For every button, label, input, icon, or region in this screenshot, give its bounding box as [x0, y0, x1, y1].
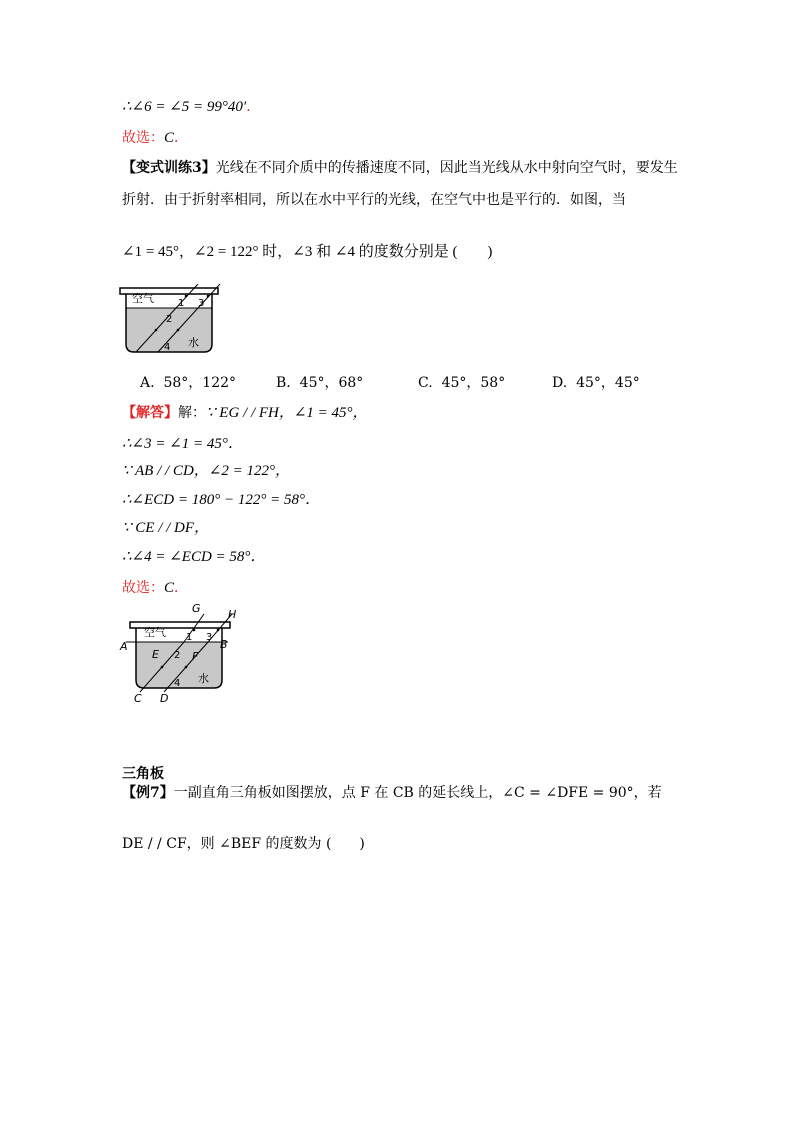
angle-4-label-2: 4 [174, 678, 181, 689]
angle-4-label: 4 [164, 342, 171, 353]
answer-value: C [164, 130, 175, 146]
answer-prefix: 故选： [122, 130, 164, 146]
solution-step-2: ∴∠3 = ∠1 = 45°． [122, 436, 243, 452]
choice-c[interactable]: C. 45°，58° [418, 375, 506, 391]
solution-line-5 [122, 518, 209, 538]
answer-value-2: C [164, 580, 175, 596]
point-e-label: E [152, 648, 159, 661]
solution-label: 【解答】 [122, 405, 178, 421]
variant-line-2 [122, 190, 626, 210]
choice-list [140, 372, 700, 394]
water-label-2: 水 [198, 672, 209, 685]
example-line-2 [122, 834, 365, 854]
choice-b[interactable]: B. 45°，68° [276, 375, 364, 391]
point-g-label: G [192, 602, 201, 615]
variant-line-1 [122, 158, 678, 178]
solution-step-3: ∵ AB / / CD，∠2 = 122°， [122, 463, 290, 479]
section-heading: 三角板 [122, 766, 164, 782]
angle-2-label: 2 [166, 314, 173, 325]
point-d-label: D [160, 692, 169, 705]
angle-1-label-2: 1 [186, 632, 193, 643]
angle-1-label: 1 [178, 298, 185, 309]
conclusion-line [122, 97, 260, 117]
example-line-1 [122, 783, 662, 803]
answer-line-1: 故选：C． [122, 130, 189, 146]
choice-d[interactable]: D. 45°，45° [552, 375, 640, 391]
angle-3-label: 3 [198, 298, 205, 309]
point-h-label: H [228, 608, 237, 621]
solution-step-5: ∵ CE / / DF， [122, 520, 210, 536]
point-c-label: C [134, 692, 142, 705]
example-text-1: 一副直角三角板如图摆放，点 F 在 CB 的延长线上，∠C = ∠DFE = 90°，若 [173, 785, 662, 801]
solution-header [122, 403, 368, 423]
solution-step-6: ∴∠4 = ∠ECD = 58°． [122, 549, 266, 565]
solution-line-2 [122, 434, 243, 454]
answer-line-2: 故选：C． [122, 580, 189, 596]
solution-line-3 [122, 461, 290, 481]
variant-label: 【变式训练3】 [122, 160, 216, 176]
variant-line-3 [122, 242, 492, 262]
choice-a[interactable]: A. 58°，122° [140, 375, 237, 391]
refraction-figure-1 [118, 284, 228, 358]
solution-line-6 [122, 547, 265, 567]
conclusion-formula: ∴∠6 = ∠5 = 99°40′ [122, 99, 247, 115]
variant-text-3: ∠1 = 45°，∠2 = 122° 时，∠3 和 ∠4 的度数分别是 ( ) [122, 244, 493, 260]
variant-text-2: 折射．由于折射率相同，所以在水中平行的光线，在空气中也是平行的．如图，当 [122, 192, 626, 208]
solution-line-4 [122, 490, 320, 510]
angle-2-label-2: 2 [174, 650, 181, 661]
point-b-label: B [220, 638, 228, 651]
example-text-2: DE / / CF，则 ∠BEF 的度数为 ( ) [122, 836, 365, 852]
point-f-label: F [192, 650, 199, 663]
point-a-label: A [120, 640, 128, 653]
water-label: 水 [188, 336, 199, 349]
solution-step-4: ∴∠ECD = 180° − 122° = 58°． [122, 492, 320, 508]
refraction-figure-2 [118, 600, 258, 708]
solution-prefix: 解： [178, 405, 206, 421]
answer-prefix-2: 故选： [122, 580, 164, 596]
air-label: 空气 [132, 292, 154, 305]
variant-text-1: 光线在不同介质中的传播速度不同，因此当光线从水中射向空气时，要发生 [215, 160, 678, 176]
solution-step-1: ∵ EG / / FH，∠1 = 45°， [206, 405, 368, 421]
period-mark: ． [246, 99, 261, 115]
air-label-2: 空气 [144, 626, 166, 639]
angle-3-label-2: 3 [206, 632, 213, 643]
example-label: 【例7】 [122, 785, 174, 801]
